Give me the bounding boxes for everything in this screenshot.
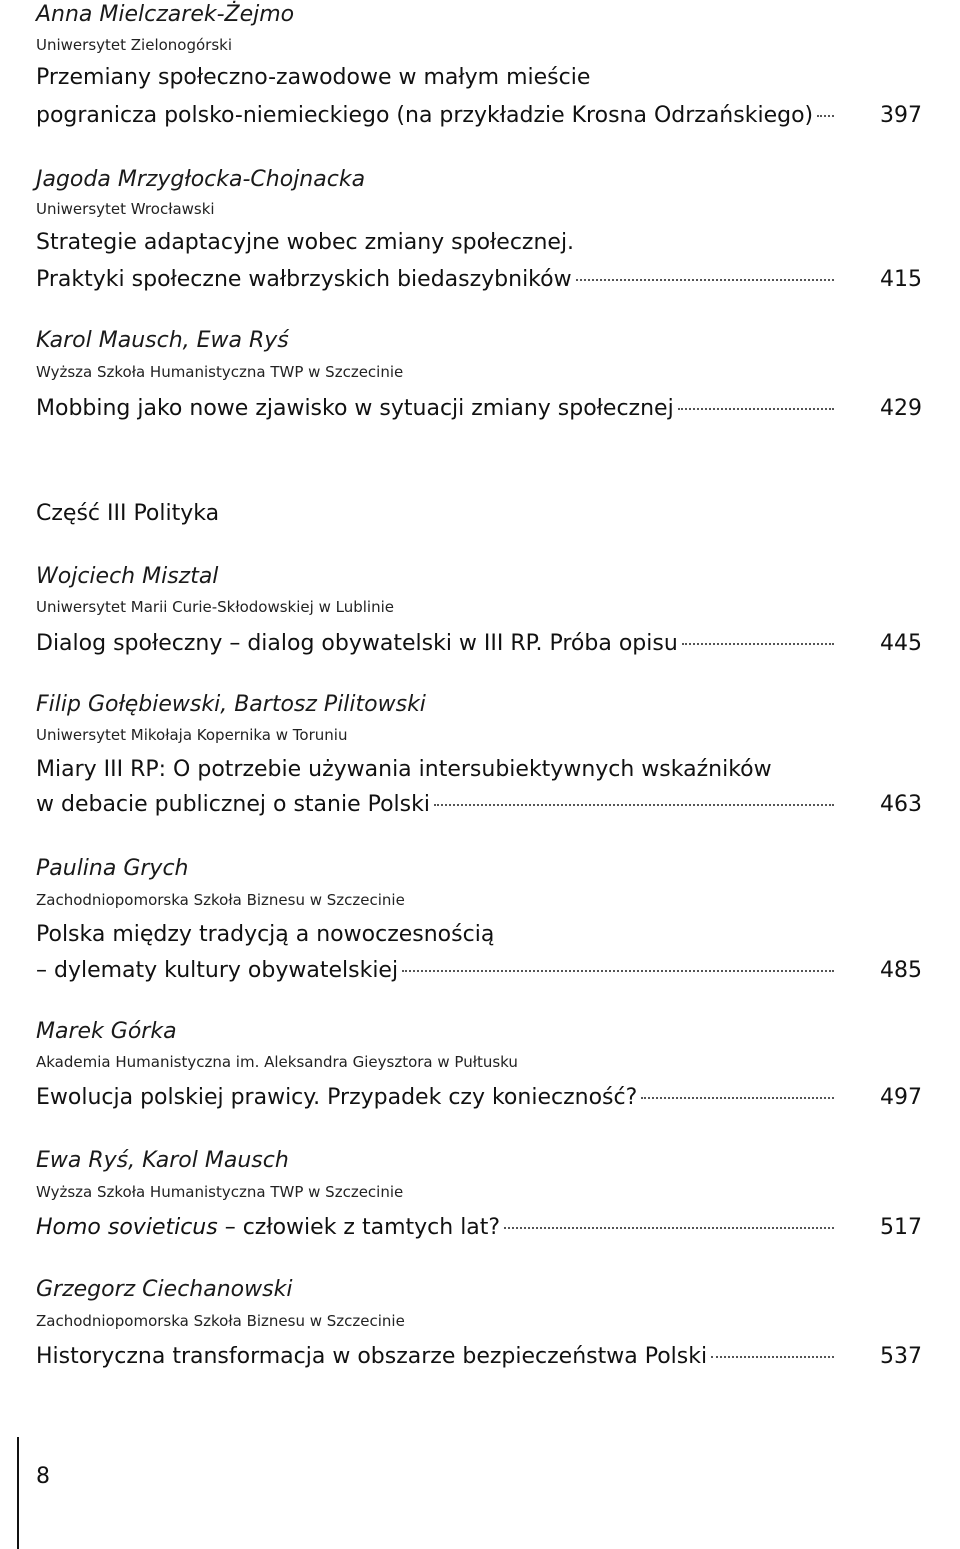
entry-title-line	[36, 957, 838, 985]
entry-title: Strategie adaptacyjne wobec zmiany społecznej.	[36, 230, 575, 255]
entry-title-rest: – człowiek z tamtych lat?	[217, 1215, 501, 1240]
entry-author: Anna Mielczarek-Żejmo	[36, 2, 295, 27]
entry-title-line	[36, 1343, 838, 1371]
entry-title: Praktyki społeczne wałbrzyskich biedaszybników	[36, 267, 572, 292]
entry-title: Polska między tradycją a nowoczesnością	[36, 922, 495, 947]
entry-affiliation: Uniwersytet Wrocławski	[36, 200, 215, 218]
entry-affiliation: Uniwersytet Zielonogórski	[36, 36, 233, 54]
dot-leader	[641, 1097, 834, 1099]
entry-title-line	[36, 791, 838, 819]
entry-author: Grzegorz Ciechanowski	[36, 1277, 293, 1302]
entry-title-line	[36, 102, 838, 130]
entry-title: – dylematy kultury obywatelskiej	[36, 958, 399, 983]
dot-leader	[711, 1356, 834, 1358]
entry-title-line	[36, 266, 838, 294]
dot-leader	[678, 408, 834, 410]
entry-title-line	[36, 1084, 838, 1112]
footer-page-number: 8	[36, 1464, 50, 1489]
entry-title: Ewolucja polskiej prawicy. Przypadek czy konieczność?	[36, 1085, 638, 1110]
entry-author: Filip Gołębiewski, Bartosz Pilitowski	[36, 692, 426, 717]
entry-title-line	[36, 395, 838, 423]
entry-page-number: 445	[880, 631, 922, 656]
entry-title: pogranicza polsko-niemieckiego (na przykładzie Krosna Odrzańskiego)	[36, 103, 814, 128]
entry-page-number: 429	[880, 396, 922, 421]
entry-title-italic: Homo sovieticus	[36, 1215, 218, 1240]
dot-leader	[504, 1227, 834, 1229]
entry-affiliation: Wyższa Szkoła Humanistyczna TWP w Szczecinie	[36, 1183, 404, 1201]
entry-title: Mobbing jako nowe zjawisko w sytuacji zmiany społecznej	[36, 396, 674, 421]
entry-page-number: 397	[880, 103, 922, 128]
entry-page-number: 415	[880, 267, 922, 292]
entry-title: w debacie publicznej o stanie Polski	[36, 792, 430, 817]
entry-author: Ewa Ryś, Karol Mausch	[36, 1148, 289, 1173]
entry-author: Marek Górka	[36, 1019, 177, 1044]
entry-title: Historyczna transformacja w obszarze bezpieczeństwa Polski	[36, 1344, 708, 1369]
entry-page-number: 537	[880, 1344, 922, 1369]
entry-page-number: 463	[880, 792, 922, 817]
entry-author: Wojciech Misztal	[36, 564, 219, 589]
entry-affiliation: Zachodniopomorska Szkoła Biznesu w Szczecinie	[36, 1312, 405, 1330]
dot-leader	[817, 115, 834, 117]
entry-page-number: 497	[880, 1085, 922, 1110]
entry-affiliation: Akademia Humanistyczna im. Aleksandra Gieysztora w Pułtusku	[36, 1053, 518, 1071]
entry-title-line	[36, 630, 838, 658]
entry-title	[36, 1214, 500, 1242]
entry-author: Karol Mausch, Ewa Ryś	[36, 328, 289, 353]
entry-author: Jagoda Mrzygłocka-Chojnacka	[36, 167, 366, 192]
entry-affiliation: Uniwersytet Marii Curie-Skłodowskiej w Lublinie	[36, 598, 394, 616]
footer-rule	[17, 1437, 19, 1549]
entry-title: Miary III RP: O potrzebie używania intersubiektywnych wskaźników	[36, 757, 772, 782]
entry-title: Dialog społeczny – dialog obywatelski w III RP. Próba opisu	[36, 631, 678, 656]
entry-page-number: 485	[880, 958, 922, 983]
section-heading: Część III Polityka	[36, 501, 220, 526]
dot-leader	[576, 279, 834, 281]
entry-title-line	[36, 1214, 838, 1242]
entry-affiliation: Wyższa Szkoła Humanistyczna TWP w Szczecinie	[36, 363, 404, 381]
entry-affiliation: Uniwersytet Mikołaja Kopernika w Toruniu	[36, 726, 348, 744]
entry-author: Paulina Grych	[36, 856, 189, 881]
entry-title: Przemiany społeczno-zawodowe w małym mieście	[36, 65, 591, 90]
dot-leader	[682, 643, 834, 645]
dot-leader	[434, 804, 834, 806]
dot-leader	[402, 970, 834, 972]
entry-affiliation: Zachodniopomorska Szkoła Biznesu w Szczecinie	[36, 891, 405, 909]
entry-page-number: 517	[880, 1215, 922, 1240]
